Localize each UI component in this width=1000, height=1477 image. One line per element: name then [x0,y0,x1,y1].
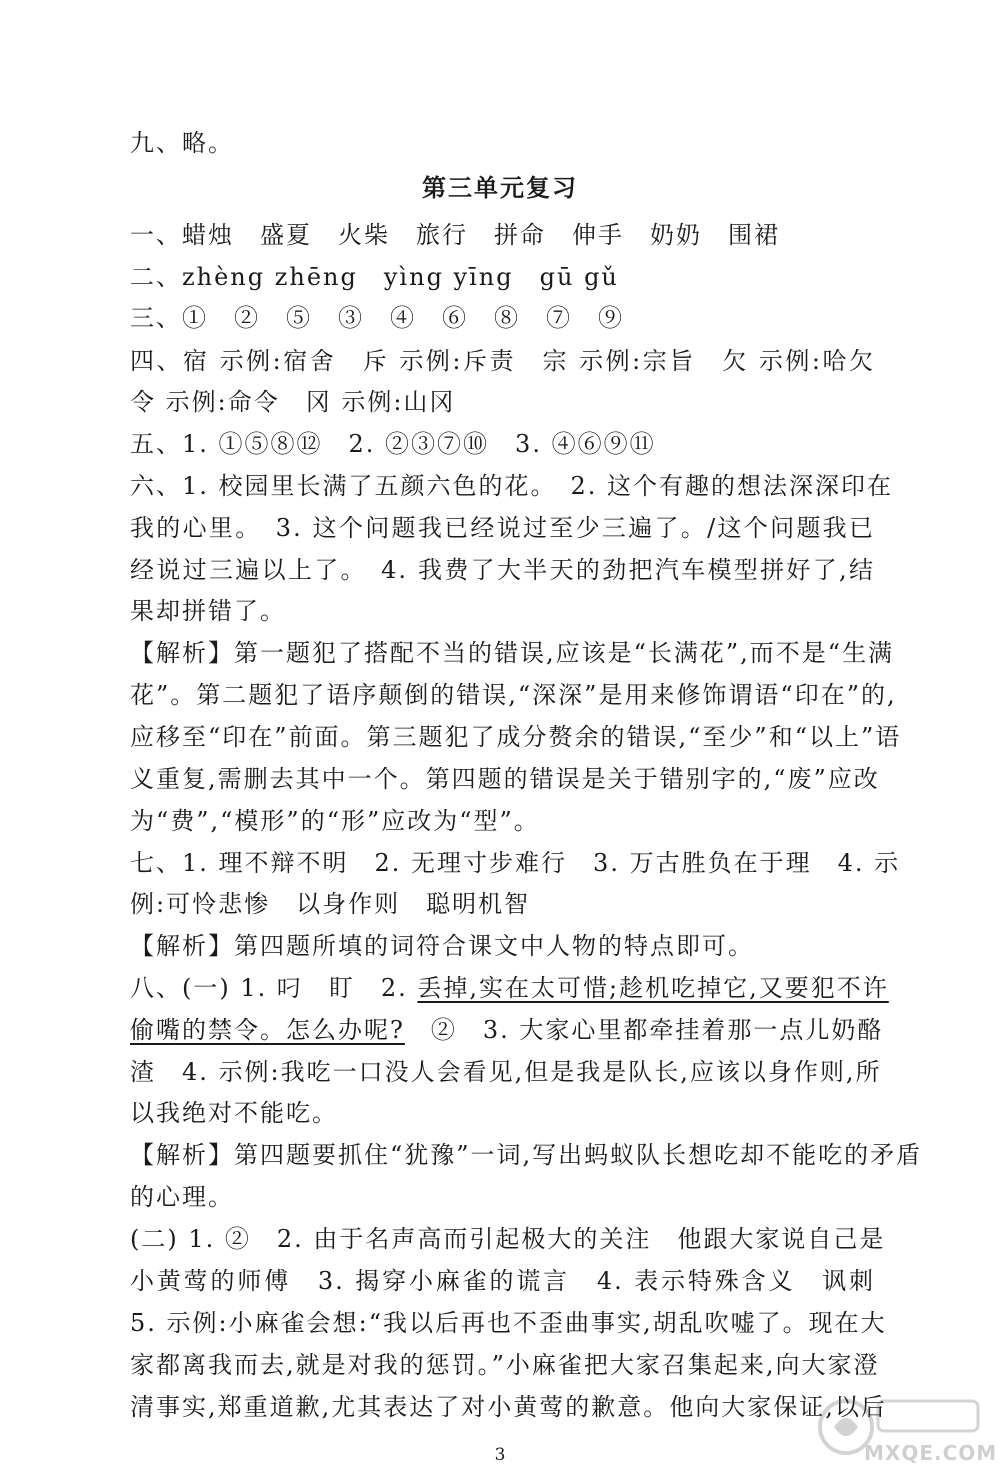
answer-line-8b-3: 5. 示例:小麻雀会想:“我以后再也不歪曲事实,胡乱吹嘘了。现在大 [130,1309,887,1337]
answer-line-8b-1: (二) 1. ② 2. 由于名声高而引起极大的关注 他跟大家说自己是 [130,1225,886,1253]
analysis-line-7: 【解析】第四题所填的词符合课文中人物的特点即可。 [130,932,754,960]
answer-line-7: 七、1. 理不辩不明 2. 无理寸步难行 3. 万古胜负在于理 4. 示 [130,849,901,877]
page-number: 3 [494,1445,506,1465]
answer-line-8-2-rest: ② 3. 大家心里都牵挂着那一点儿奶酪 [404,1016,884,1044]
answer-line-8-1 [130,973,889,1003]
analysis-line-6-5: 为“费”,“模形”的“形”应改为“型”。 [130,807,540,835]
answer-line-8b-4: 家都离我而去,就是对我的惩罚。”小麻雀把大家召集起来,向大家澄 [130,1351,880,1379]
answer-line-6: 六、1. 校园里长满了五颜六色的花。 2. 这个有趣的想法深深印在 [130,472,894,500]
answer-line-8-4: 以我绝对不能吃。 [130,1099,338,1127]
answer-line-8b-5: 清事实,郑重道歉,尤其表达了对小黄莺的歉意。他向大家保证,以后 [130,1393,887,1421]
analysis-line-6-4: 义重复,需删去其中一个。第四题的错误是关于错别字的,“废”应改 [130,765,880,793]
analysis-line-8-2: 的心理。 [130,1183,234,1211]
answer-line-6-cont-2: 经说过三遍以上了。 4. 我费了大半天的劲把汽车模型拼好了,结 [130,556,875,584]
answer-line-9: 九、略。 [130,129,234,157]
answer-line-4: 四、宿 示例:宿舍 斥 示例:斥责 宗 示例:宗旨 欠 示例:哈欠 [130,347,875,375]
answer-line-8-3: 渣 4. 示例:我吃一口没人会看见,但是我是队长,应该以身作则,所 [130,1058,882,1086]
answer-line-6-cont-1: 我的心里。 3. 这个问题我已经说过至少三遍了。/这个问题我已 [130,514,875,542]
analysis-line-8-1: 【解析】第四题要抓住“犹豫”一词,写出蚂蚁队长想吃却不能吃的矛盾 [130,1141,923,1169]
watermark-url: MXQE.COM [864,1441,998,1465]
answer-line-8-1-prefix: 八、(一) 1. 叼 盯 2. [130,974,418,1002]
analysis-line-6-1: 【解析】第一题犯了搭配不当的错误,应该是“长满花”,而不是“生满 [130,639,895,667]
answer-line-8b-2: 小黄莺的师傅 3. 揭穿小麻雀的谎言 4. 表示特殊含义 讽刺 [130,1267,875,1295]
analysis-line-6-3: 应移至“印在”前面。第三题犯了成分赘余的错误,“至少”和“以上”语 [130,723,902,751]
answer-line-7-cont: 例:可怜悲惨 以身作则 聪明机智 [130,890,531,918]
answer-line-2: 二、zhèng zhēng yìng yīng gū gǔ [130,263,619,291]
answer-line-5: 五、1. ①⑤⑧⑫ 2. ②③⑦⑩ 3. ④⑥⑨⑪ [130,430,656,458]
section-title: 第三单元复习 [422,173,578,202]
underlined-answer-1: 丢掉,实在太可惜;趁机吃掉它,又要犯不许 [417,974,889,1002]
answer-line-6-cont-3: 果却拼错了。 [130,597,286,625]
answer-line-8-2 [130,1015,884,1045]
answer-line-1: 一、蜡烛 盛夏 火柴 旅行 拼命 伸手 奶奶 围裙 [130,221,780,249]
answer-line-3: 三、① ② ⑤ ③ ④ ⑥ ⑧ ⑦ ⑨ [130,304,624,332]
analysis-line-6-2: 花”。第二题犯了语序颠倒的错误,“深深”是用来修饰谓语“印在”的, [130,681,897,709]
answer-line-4-cont: 令 示例:命令 冈 示例:山冈 [130,388,456,416]
underlined-answer-2: 偷嘴的禁令。怎么办呢? [130,1016,405,1044]
watermark-logo [816,1387,998,1467]
